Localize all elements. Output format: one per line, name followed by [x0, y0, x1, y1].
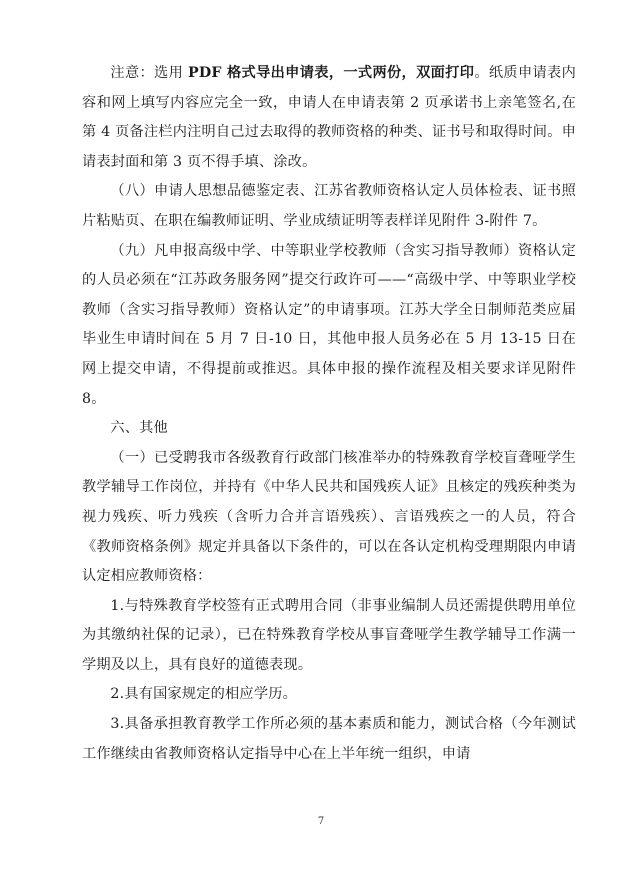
paragraph-note	[82, 59, 576, 177]
segment: 六、其他	[110, 420, 168, 437]
paragraph-condition-3	[82, 710, 576, 769]
paragraph-condition-2	[82, 680, 576, 710]
paragraph-item-8	[82, 177, 576, 236]
segment: 3.具备承担教育教学工作所必须的基本素质和能力，测试合格（今年测试工作继续由省教师资格认定指导中心在上半年统一组织，申请	[82, 716, 576, 762]
segment-bold: PDF	[188, 65, 222, 81]
page-number: 7	[317, 816, 325, 827]
document-body	[82, 59, 576, 769]
segment: （八）申请人思想品德鉴定表、江苏省教师资格认定人员体检表、证书照片粘贴页、在职在编教师证明、学业成绩证明等表样详见附件 3-附件 7。	[82, 183, 576, 229]
paragraph-condition-1	[82, 592, 576, 681]
segment: 注意：选用	[110, 65, 189, 81]
segment: （九）凡申报高级中学、中等职业学校教师（含实习指导教师）资格认定的人员必须在“江苏政务服务网”提交行政许可——“高级中学、中等职业学校教师（含实习指导教师）资格认定”的申请事项。江苏大学全日制师范类应届毕业生申请时间在 5 月 7 日-10 日，其他申报人员务必在 5 月 13-15 日在网上提交申请，不得提前或推迟。具体申报的操作流程及相关要求详见附件 8。	[82, 242, 576, 407]
segment-bold: 格式导出申请表，一式两份，双面打印	[221, 65, 475, 81]
segment: 1.与特殊教育学校签有正式聘用合同（非事业编制人员还需提供聘用单位为其缴纳社保的记录），已在特殊教育学校从事盲聋哑学生教学辅导工作满一学期及以上，具有良好的道德表现。	[82, 597, 576, 673]
segment: 2.具有国家规定的相应学历。	[110, 686, 297, 703]
section-heading-other	[82, 414, 576, 444]
paragraph-item-9	[82, 237, 576, 415]
paragraph-other-1	[82, 444, 576, 592]
segment: 。纸质申请表内容和网上填写内容应完全一致，申请人在申请表第 2 页承诺书上亲笔签名,在第 4 页备注栏内注明自己过去取得的教师资格的种类、证书号和取得时间。申请表封面和第 3 页不得手填、涂改。	[82, 65, 576, 170]
segment: （一）已受聘我市各级教育行政部门核准举办的特殊教育学校盲聋哑学生教学辅导工作岗位，并持有《中华人民共和国残疾人证》且核定的残疾种类为视力残疾、听力残疾（含听力合并言语残疾）、言语残疾之一的人员，符合《教师资格条例》规定并具备以下条件的，可以在各认定机构受理期限内申请认定相应教师资格：	[82, 449, 576, 585]
